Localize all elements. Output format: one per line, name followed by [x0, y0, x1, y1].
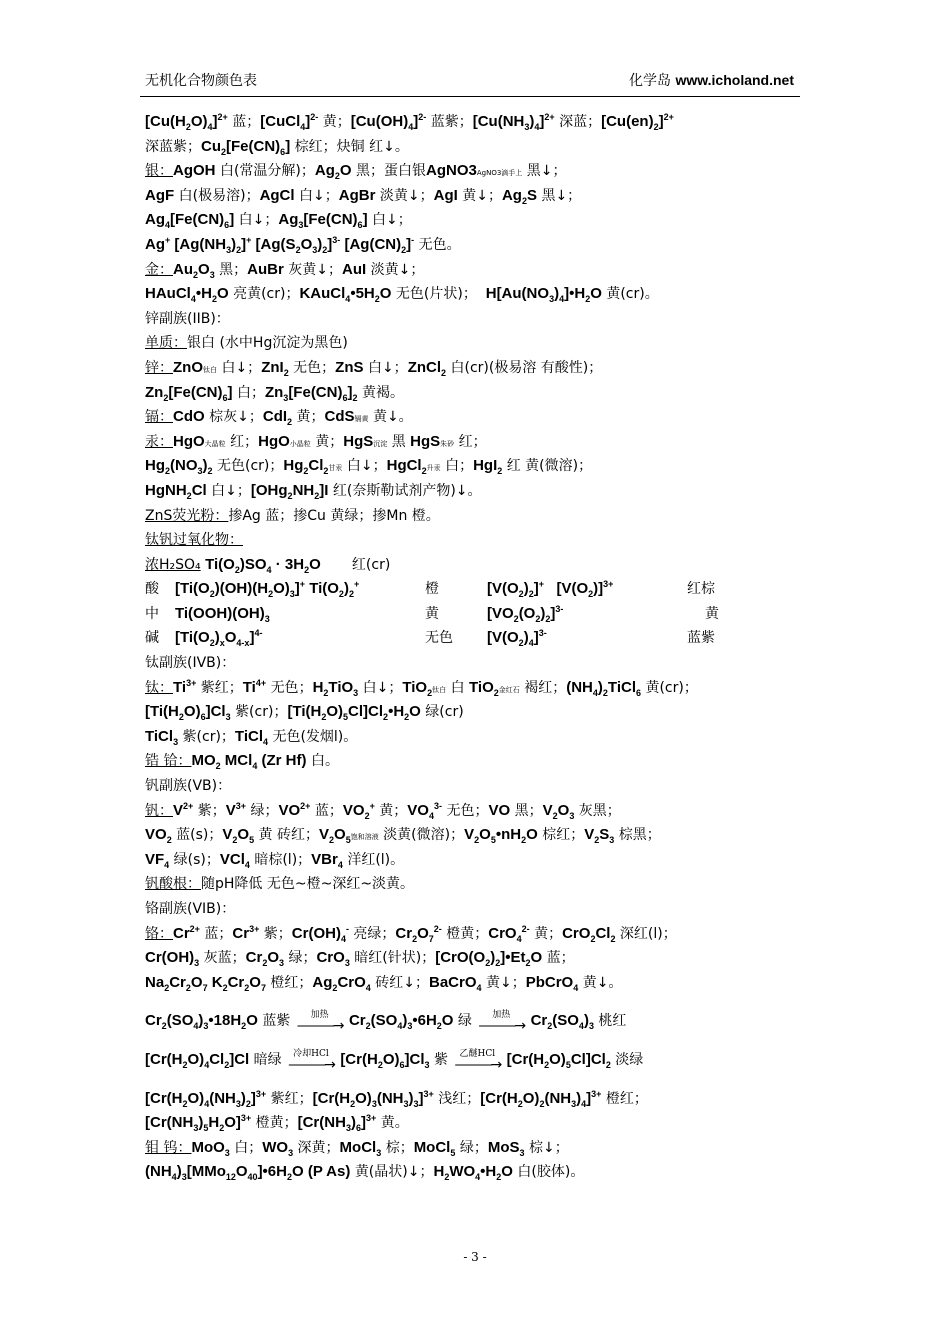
zr-hf-line: 锆 铪：$MO_2$ MCl$_4$ (Zr Hf) 白。: [145, 752, 339, 772]
vanadate-line: 钒酸根：随pH降低 无色~橙~深红~淡黄。: [145, 876, 415, 893]
chromium-sulfate-reaction: $Cr_2(SO_4)_3•18H_2O$ 蓝紫 加热 ———→ $Cr_2(SO_4)_3•6H_2O$ 绿 加热 ———→ $Cr_2(SO_4)_3$ 桃红: [145, 1010, 627, 1035]
vanadium-line-2: $VO_2$ 蓝(s)；$V_2O_5$ 黄 砖红；$V_2O_5$饱和溶液 淡黄(微溶)；$V_2O_5•nH_2O$ 棕红；$V_2S_3$ 棕黑；: [145, 826, 661, 846]
reaction-arrow: 加热 ———→: [478, 1010, 525, 1035]
mercury-line-2: $Hg_2(NO_3)_2$ 无色(cr)；$Hg_2Cl_2$甘汞 白↓；HgCl$_2$升汞 白；HgI$_2$ 红 黄(微溶)；: [145, 457, 593, 477]
zinc-line-2: $Zn_2[Fe(CN)_6]$ 白；$Zn_3[Fe(CN)_6]_2$ 黄褐。: [145, 383, 404, 403]
mo-w-line-1: 钼 钨：MoO$_3$ 白；$WO_3$ 深黄；MoCl$_3$ 棕；MoCl$_5$ 绿；MoS$_3$ 棕↓；: [145, 1138, 569, 1158]
peroxide-row-conc: 浓H₂SO₄ $Ti(O_2)SO_4 \cdot 3H_2O$ 红(cr): [145, 555, 391, 575]
chromium-line-3: $Na_2Cr_2O_7$ $K_2Cr_2O_7$ 橙红；$Ag_2CrO_4$ 砖红↓；BaCrO$_4$ 黄↓；PbCrO$_4$ 黄↓。: [145, 973, 623, 993]
silver-line-3: $Ag_4[Fe(CN)_6]$ 白↓；$Ag_3[Fe(CN)_6]$ 白↓；: [145, 211, 412, 231]
color-table-content: [145, 110, 810, 1185]
mercury-line-3: HgNH$_2$Cl 白↓；$[OHg_2NH_2]I$ 红(奈斯勒试剂产物)↓。: [145, 481, 482, 501]
peroxide-heading: 钛钒过氧化物：: [145, 532, 243, 549]
peroxide-row-neutral: 中 $Ti(OOH)(OH)_3$ 黄 $[VO_2(O_2)_2]^{3-}$ 黄: [145, 603, 719, 624]
vanadium-group-heading: 钒副族(VB)：: [145, 778, 232, 795]
reaction-arrow: 加热 ———→: [296, 1010, 343, 1035]
reaction-arrow: 冷却HCl ———→: [288, 1048, 334, 1073]
titanium-line-1: 钛：$Ti^{3+}$ 紫红；$Ti^{4+}$ 无色；$H_2TiO_3$ 白↓；TiO$_2$钛白 白 TiO$_2$金红石 褐红；$(NH_4)_2TiCl_6$ 黄(cr)；: [145, 677, 698, 698]
zns-phosphor-line: ZnS荧光粉：掺Ag 蓝；掺Cu 黄绿；掺Mn 橙。: [145, 507, 440, 524]
gold-line-1: 金：$Au_2O_3$ 黑；AuBr 灰黄↓；AuI 淡黄↓；: [145, 260, 425, 280]
header-title: 无机化合物颜色表: [145, 73, 257, 89]
mo-w-line-2: $(NH_4)_3[MMo_{12}O_{40}]•6H_2O$ (P As) 黄(晶状)↓；$H_2WO_4•H_2O$ 白(胶体)。: [145, 1163, 585, 1183]
header-divider: [140, 96, 800, 97]
silver-line-1: 银：AgOH 白(常温分解)；$Ag_2O$ 黑；蛋白银AgNO3AgNO3滴手上 黑↓；: [145, 162, 567, 182]
silver-line-4: Ag+ $[Ag(NH_3)_2]^+$ $[Ag(S_2O_3)_2]^{3-}$ $[Ag(CN)_2]^-$ 无色。: [145, 234, 461, 255]
mercury-line-1: 汞：HgO大晶粒 红；HgO小晶粒 黄；HgS沉淀 黑 HgS朱砂 红；: [145, 432, 487, 450]
chromium-group-heading: 铬副族(VIB)：: [145, 901, 236, 917]
copper-line-1: $[Cu(H_2O)_4]^{2+}$ 蓝；[CuCl$_4$]$^{2-}$ 黄；$[Cu(OH)_4]^{2-}$ 蓝紫；$[Cu(NH_3)_4]^{2+}$ 深蓝；$[Cu(en)_2]^{2+}$: [145, 112, 674, 132]
reaction-arrow: 乙醚HCl ———→: [454, 1048, 501, 1073]
chromium-ammine-line-2: $[Cr(NH_3)_5H_2O]^{3+}$ 橙黄；$[Cr(NH_3)_6]^{3+}$ 黄。: [145, 1113, 409, 1134]
titanium-line-2: $[Ti(H_2O)_6]Cl_3$ 紫(cr)；$[Ti(H_2O)_5Cl]Cl_2•H_2O$ 绿(cr): [145, 703, 464, 723]
chromium-line-1: 铬：$Cr^{2+}$ 蓝；$Cr^{3+}$ 紫；$Cr(OH)_4^-$ 亮绿；$Cr_2O_7^{2-}$ 橙黄；CrO$_4^{2-}$ 黄；$CrO_2Cl_2$ 深红(l)；: [145, 923, 677, 944]
header-site: 化学岛 www.icholand.net: [629, 72, 794, 89]
gold-line-2: $HAuCl_4•H_2O$ 亮黄(cr)；$KAuCl_4•5H_2O$ 无色(片状)； $H[Au(NO_3)_4]•H_2O$ 黄(cr)。: [145, 285, 659, 305]
chromium-line-2: $Cr(OH)_3$ 灰蓝；$Cr_2O_3$ 绿；CrO$_3$ 暗红(针状)；$[CrO(O_2)_2]•Et_2O$ 蓝；: [145, 949, 575, 969]
chromium-chloride-reaction: $[Cr(H_2O)_4Cl_2]Cl$ 暗绿 冷却HCl ———→ $[Cr(H_2O)_6]Cl_3$ 紫 乙醚HCl ———→ $[Cr(H_2O)_5Cl]Cl_2$ 淡绿: [145, 1048, 644, 1073]
peroxide-row-base: 碱 $[Ti(O_2)_xO_{4-x}]^{4-}$ 无色 $[V(O_2)_4]^{3-}$ 蓝紫: [145, 628, 715, 649]
peroxide-row-acid: 酸 $[Ti(O_2)(OH)(H_2O)_3]^+$ $Ti(O_2)_2^+$ 橙 $[V(O_2)_2]^+$ $[V(O_2)]^{3+}$ 红棕: [145, 579, 715, 600]
copper-line-2: 深蓝紫；$Cu_2[Fe(CN)_6]$ 棕红；炔铜 红↓。: [145, 137, 409, 157]
zinc-line-1: 锌：ZnO钛白 白↓；ZnI$_2$ 无色；ZnS 白↓；ZnCl$_2$ 白(cr)(极易溶 有酸性)；: [145, 358, 603, 378]
page-number: - 3 -: [463, 1250, 487, 1264]
vanadium-line-1: 钒：$V^{2+}$ 紫；$V^{3+}$ 绿；$VO^{2+}$ 蓝；$VO_2^+$ 黄；$VO_4^{3-}$ 无色；VO 黑；$V_2O_3$ 灰黑；: [145, 800, 621, 821]
chromium-ammine-line-1: $[Cr(H_2O)_4(NH_3)_2]^{3+}$ 紫红；$[Cr(H_2O)_3(NH_3)_3]^{3+}$ 浅红；$[Cr(H_2O)_2(NH_3)_4]^{3+}$ 橙红；: [145, 1088, 648, 1109]
zinc-group-heading: 锌副族(IIB)：: [145, 310, 230, 327]
silver-line-2: AgF 白(极易溶)；AgCl 白↓；AgBr 淡黄↓；AgI 黄↓；$Ag_2S$ 黑↓；: [145, 186, 582, 206]
cadmium-line: 镉：CdO 棕灰↓；CdI$_2$ 黄；CdS镉黄 黄↓。: [145, 408, 413, 428]
zinc-group-elemental: 单质：银白 (水中Hg沉淀为黑色): [145, 335, 348, 352]
titanium-group-heading: 钛副族(IVB)：: [145, 655, 236, 672]
titanium-line-3: TiCl$_3$ 紫(cr)；TiCl$_4$ 无色(发烟l)。: [145, 727, 358, 747]
vanadium-line-3: $VF_4$ 绿(s)；VCl$_4$ 暗棕(l)；VBr$_4$ 洋红(l)。: [145, 850, 405, 870]
